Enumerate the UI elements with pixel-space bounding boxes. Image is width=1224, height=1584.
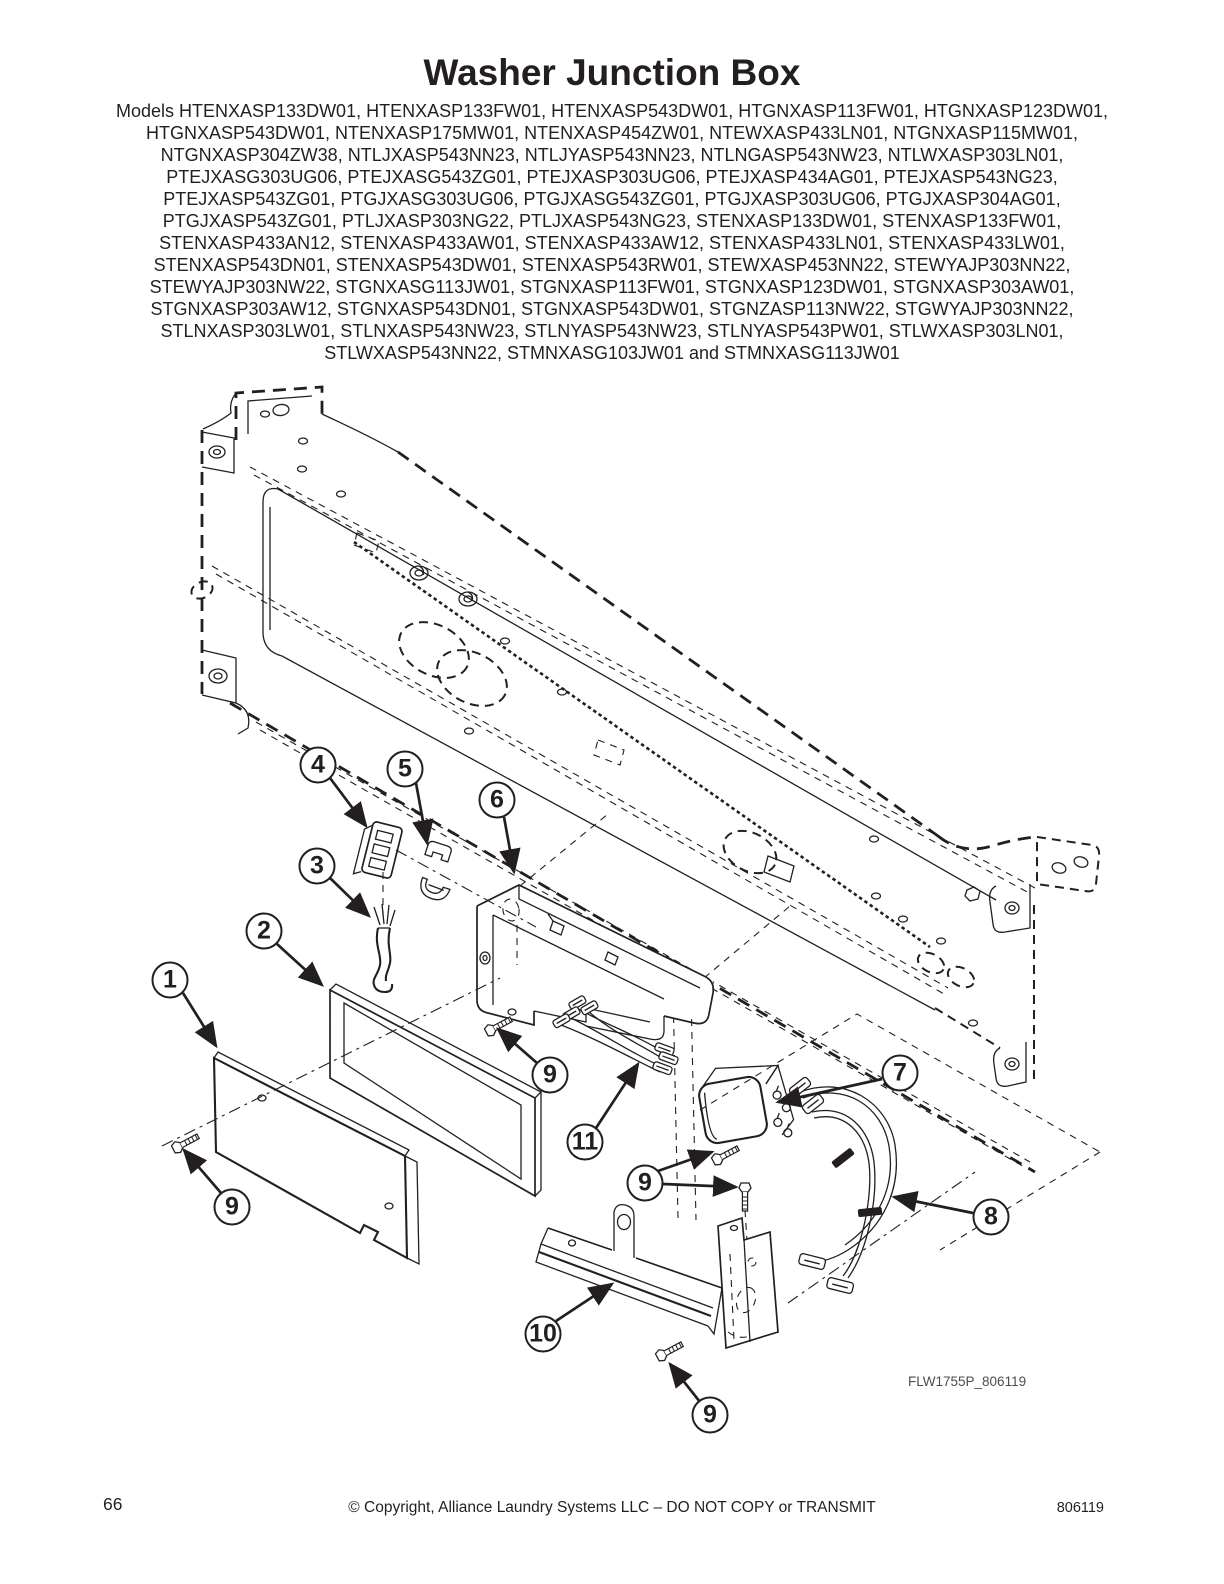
model-line: PTEJXASP543ZG01, PTGJXASG303UG06, PTGJXASG543ZG01, PTGJXASP303UG06, PTGJXASP304AG01, xyxy=(163,189,1061,209)
part-4-terminal-block xyxy=(353,819,402,882)
copyright-notice: © Copyright, Alliance Laundry Systems LLC – DO NOT COPY or TRANSMIT xyxy=(348,1499,876,1516)
figure-code: FLW1755P_806119 xyxy=(908,1374,1027,1389)
part-1-cover-plate xyxy=(214,1052,419,1264)
model-line: PTGJXASP543ZG01, PTLJXASP303NG22, PTLJXASP543NG23, STENXASP133DW01, STENXASP133FW01, xyxy=(162,211,1062,231)
callout-5: 5 xyxy=(387,751,424,788)
model-line: NTGNXASP304ZW38, NTLJXASP543NN23, NTLJYASP543NN23, NTLNGASP543NW23, NTLWXASP303LN01, xyxy=(160,145,1064,165)
callout-7: 7 xyxy=(882,1055,919,1092)
part-3-cord xyxy=(374,872,395,992)
model-line: STLWXASP543NN22, STMNXASG103JW01 and STMNXASG113JW01 xyxy=(324,343,900,363)
callout-10: 10 xyxy=(525,1316,562,1353)
callout-9: 9 xyxy=(214,1189,251,1226)
part-7-filter-box xyxy=(695,1057,797,1151)
part-5-strain-relief xyxy=(419,840,453,902)
part-8-wire-harness xyxy=(788,1076,896,1294)
callout-4: 4 xyxy=(300,747,337,784)
callout-1: 1 xyxy=(152,962,189,999)
model-line: STENXASP543DN01, STENXASP543DW01, STENXASP543RW01, STEWXASP453NN22, STEWYAJP303NN22, xyxy=(153,255,1071,275)
callout-9: 9 xyxy=(692,1397,729,1434)
callout-9: 9 xyxy=(532,1057,569,1094)
model-line: STEWYAJP303NW22, STGNXASG113JW01, STGNXASP113FW01, STGNXASP123DW01, STGNXASP303AW01, xyxy=(149,277,1075,297)
document-number: 806119 xyxy=(1056,1500,1104,1516)
callout-6: 6 xyxy=(479,782,516,819)
model-line: HTGNXASP543DW01, NTENXASP175MW01, NTENXASP454ZW01, NTEWXASP433LN01, NTGNXASP115MW01, xyxy=(146,123,1078,143)
callout-2: 2 xyxy=(246,913,283,950)
model-line: Models HTENXASP133DW01, HTENXASP133FW01, HTENXASP543DW01, HTGNXASP113FW01, HTGNXASP123DW01, xyxy=(115,101,1108,121)
page-title: Washer Junction Box xyxy=(423,52,801,93)
model-line: PTEJXASG303UG06, PTEJXASG543ZG01, PTEJXASP303UG06, PTEJXASP434AG01, PTEJXASP543NG23, xyxy=(166,167,1058,187)
model-line: STGNXASP303AW12, STGNXASP543DN01, STGNXASP543DW01, STGNZASP113NW22, STGWYAJP303NN22, xyxy=(150,299,1074,319)
model-line: STLNXASP303LW01, STLNXASP543NW23, STLNYASP543NW23, STLNYASP543PW01, STLWXASP303LN01, xyxy=(160,321,1064,341)
callout-9: 9 xyxy=(627,1165,664,1202)
part-10-mounting-bracket xyxy=(536,1205,778,1348)
model-line: STENXASP433AN12, STENXASP433AW01, STENXASP433AW12, STENXASP433LN01, STENXASP433LW01, xyxy=(159,233,1065,253)
callout-8: 8 xyxy=(973,1199,1010,1236)
callout-3: 3 xyxy=(299,848,336,885)
callout-11: 11 xyxy=(567,1124,604,1161)
page-number: 66 xyxy=(103,1494,123,1514)
exploded-parts-diagram xyxy=(0,385,1224,1445)
model-list xyxy=(0,100,1224,364)
